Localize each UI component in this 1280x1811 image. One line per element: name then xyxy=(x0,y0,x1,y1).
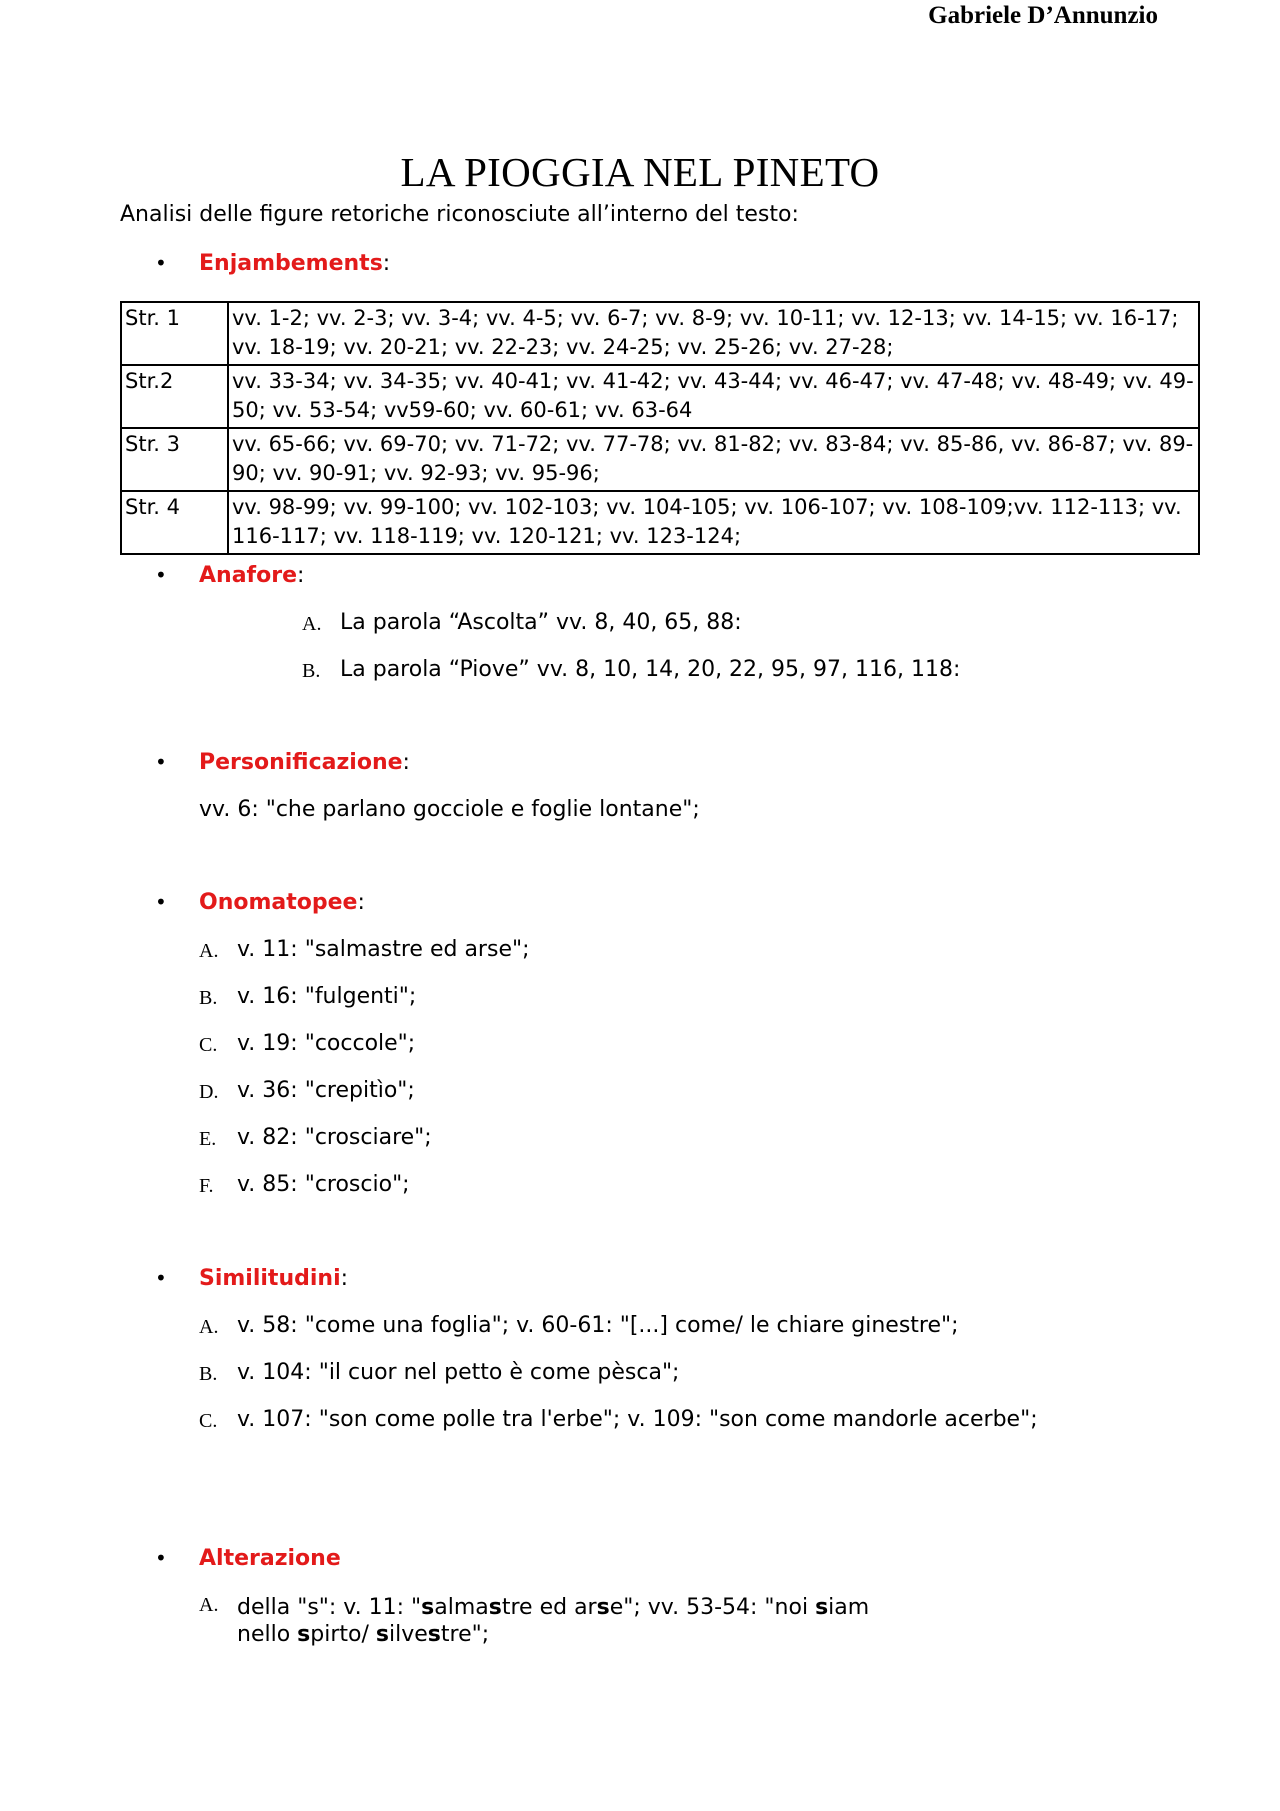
list-marker: D. xyxy=(199,1081,219,1103)
list-marker: A. xyxy=(199,1316,219,1338)
emphasis-s: s xyxy=(815,1595,829,1620)
table-cell-strofa: Str.2 xyxy=(121,365,228,428)
heading-label: Personificazione xyxy=(199,750,403,775)
bullet-icon: • xyxy=(155,1546,167,1570)
emphasis-s: s xyxy=(375,1622,389,1647)
heading-label: Onomatopee xyxy=(199,890,358,915)
list-item-text: v. 85: "croscio"; xyxy=(237,1172,410,1197)
emphasis-s: s xyxy=(427,1622,441,1647)
enjambements-table xyxy=(120,301,1200,555)
bullet-icon: • xyxy=(155,563,167,587)
heading-colon: : xyxy=(357,890,365,915)
author-header: Gabriele D’Annunzio xyxy=(928,2,1158,29)
table-cell-versi: vv. 33-34; vv. 34-35; vv. 40-41; vv. 41-42; vv. 43-44; vv. 46-47; vv. 47-48; vv. 48-49; vv. 49-50; vv. 53-54; vv59-60; vv. 60-61; vv. 63-64 xyxy=(228,365,1199,428)
emphasis-s: s xyxy=(596,1595,610,1620)
list-item-text: v. 36: "crepitìo"; xyxy=(237,1078,415,1103)
table-cell-versi: vv. 65-66; vv. 69-70; vv. 71-72; vv. 77-78; vv. 81-82; vv. 83-84; vv. 85-86, vv. 86-87; vv. 89-90; vv. 90-91; vv. 92-93; vv. 95-96; xyxy=(228,428,1199,491)
table-cell-strofa: Str. 3 xyxy=(121,428,228,491)
text-segment: iam xyxy=(828,1595,870,1620)
table-cell-strofa: Str. 1 xyxy=(121,302,228,365)
list-marker: B. xyxy=(199,1363,218,1385)
heading-label: Similitudini xyxy=(199,1266,341,1291)
table-cell-versi: vv. 98-99; vv. 99-100; vv. 102-103; vv. 104-105; vv. 106-107; vv. 108-109;vv. 112-113; vv. 116-117; vv. 118-119; vv. 120-121; vv. 123-124; xyxy=(228,491,1199,554)
list-marker: A. xyxy=(302,613,322,635)
heading-colon: : xyxy=(297,563,305,588)
text-segment: alma xyxy=(434,1595,489,1620)
document-title: LA PIOGGIA NEL PINETO xyxy=(400,149,880,195)
list-marker: B. xyxy=(302,660,321,682)
list-item-text: v. 16: "fulgenti"; xyxy=(237,984,417,1009)
heading-colon: : xyxy=(340,1266,349,1291)
list-item-text: La parola “Ascolta” vv. 8, 40, 65, 88: xyxy=(340,610,742,635)
list-item-text: v. 107: "son come polle tra l'erbe"; v. 109: "son come mandorle acerbe"; xyxy=(237,1407,1038,1432)
alterazione-line-2 xyxy=(237,1621,869,1648)
list-marker: A. xyxy=(199,940,219,962)
personificazione-text: vv. 6: "che parlano gocciole e foglie lontane"; xyxy=(199,797,700,822)
heading-colon: : xyxy=(382,251,391,276)
text-segment: e"; vv. 53-54: "noi xyxy=(609,1595,816,1620)
list-marker: C. xyxy=(199,1034,218,1056)
alterazione-line-1 xyxy=(237,1594,869,1621)
list-item-text: v. 11: "salmastre ed arse"; xyxy=(237,937,530,962)
list-marker: C. xyxy=(199,1410,218,1432)
text-segment: tre ed ar xyxy=(501,1595,597,1620)
bullet-icon: • xyxy=(155,750,167,774)
heading-label: Alterazione xyxy=(199,1546,341,1571)
list-marker: A. xyxy=(199,1594,219,1616)
emphasis-s: s xyxy=(297,1622,311,1647)
heading-label: Enjambements xyxy=(199,251,383,276)
list-item-text: v. 58: "come una foglia"; v. 60-61: "[...] come/ le chiare ginestre"; xyxy=(237,1313,959,1338)
emphasis-s: s xyxy=(488,1595,502,1620)
table-cell-strofa: Str. 4 xyxy=(121,491,228,554)
text-segment: nello xyxy=(237,1622,298,1647)
list-item-text: v. 19: "coccole"; xyxy=(237,1031,416,1056)
list-item-text: v. 82: "crosciare"; xyxy=(237,1125,432,1150)
text-segment: tre"; xyxy=(440,1622,490,1647)
list-item-text: La parola “Piove” vv. 8, 10, 14, 20, 22, 95, 97, 116, 118: xyxy=(340,657,961,682)
list-marker: F. xyxy=(199,1175,214,1197)
list-marker: B. xyxy=(199,987,218,1009)
heading-colon: : xyxy=(402,750,410,775)
table-row xyxy=(121,365,1199,428)
bullet-icon: • xyxy=(155,251,167,275)
table-cell-versi: vv. 1-2; vv. 2-3; vv. 3-4; vv. 4-5; vv. 6-7; vv. 8-9; vv. 10-11; vv. 12-13; vv. 14-15; vv. 16-17; vv. 18-19; vv. 20-21; vv. 22-23; vv. 24-25; vv. 25-26; vv. 27-28; xyxy=(228,302,1199,365)
table-row xyxy=(121,302,1199,365)
list-marker: E. xyxy=(199,1128,217,1150)
heading-label: Anafore xyxy=(199,563,297,588)
intro-text: Analisi delle figure retoriche riconosciute all’interno del testo: xyxy=(120,202,799,227)
table-row xyxy=(121,491,1199,554)
bullet-icon: • xyxy=(155,890,167,914)
emphasis-s: s xyxy=(421,1595,435,1620)
list-item-text: v. 104: "il cuor nel petto è come pèsca"; xyxy=(237,1360,680,1385)
text-segment: della "s": v. 11: " xyxy=(237,1595,422,1620)
text-segment: ilve xyxy=(389,1622,428,1647)
bullet-icon: • xyxy=(155,1266,167,1290)
text-segment: pirto/ xyxy=(310,1622,376,1647)
table-row xyxy=(121,428,1199,491)
